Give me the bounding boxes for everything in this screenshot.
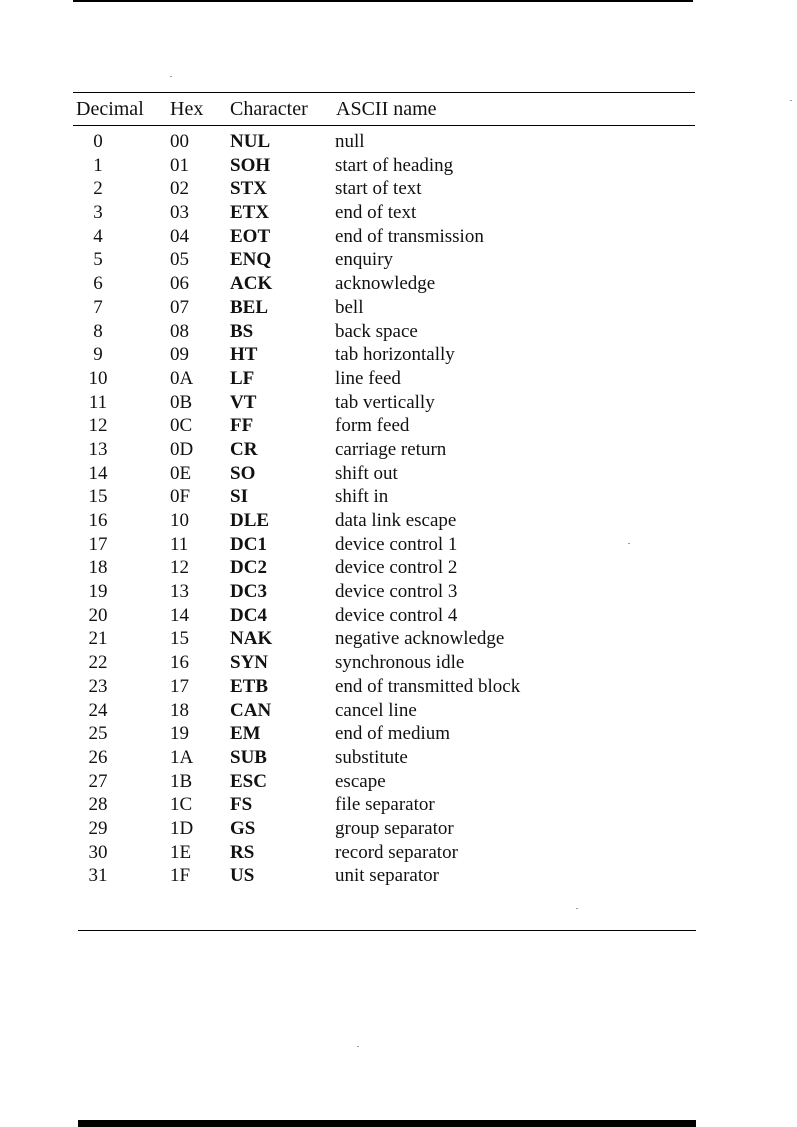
table-row xyxy=(0,296,797,320)
cell-decimal: 24 xyxy=(88,699,108,721)
cell-hex: 1A xyxy=(170,746,194,768)
cell-ascii-name: device control 3 xyxy=(335,581,458,603)
cell-ascii-name: end of transmitted block xyxy=(335,675,521,697)
cell-hex: 00 xyxy=(170,131,189,152)
header-character: Character xyxy=(230,98,308,120)
cell-character: BS xyxy=(230,320,254,342)
cell-hex: 12 xyxy=(170,557,189,579)
cell-hex: 11 xyxy=(170,533,189,555)
cell-ascii-name: synchronous idle xyxy=(335,652,465,674)
table-row xyxy=(0,675,797,699)
header-bottom-rule xyxy=(73,125,695,126)
table-row xyxy=(0,485,797,509)
cell-hex: 01 xyxy=(170,154,189,176)
cell-character: EOT xyxy=(230,225,271,247)
cell-hex: 18 xyxy=(170,699,189,721)
cell-decimal: 17 xyxy=(88,533,108,555)
cell-hex: 06 xyxy=(170,273,189,295)
cell-ascii-name: end of text xyxy=(335,202,417,224)
cell-character: CR xyxy=(230,438,258,460)
cell-character: VT xyxy=(230,391,257,413)
cell-character: DC2 xyxy=(230,557,267,579)
table-row xyxy=(0,817,797,841)
cell-character: SI xyxy=(230,486,248,508)
cell-hex: 05 xyxy=(170,249,189,271)
cell-character: FF xyxy=(230,415,254,437)
cell-ascii-name: shift out xyxy=(335,462,398,484)
cell-hex: 0C xyxy=(170,415,193,437)
table-row xyxy=(0,130,797,154)
cell-character: EM xyxy=(230,723,261,745)
table-row xyxy=(0,793,797,817)
cell-character: NUL xyxy=(230,131,271,152)
cell-hex: 1D xyxy=(170,817,194,839)
cell-hex: 1F xyxy=(170,865,191,887)
cell-ascii-name: tab vertically xyxy=(335,391,435,413)
cell-ascii-name: form feed xyxy=(335,415,410,437)
cell-character: SUB xyxy=(230,746,267,768)
top-rule xyxy=(73,0,693,2)
cell-hex: 14 xyxy=(170,604,189,626)
cell-character: BEL xyxy=(230,296,269,318)
scan-speck xyxy=(357,1046,359,1047)
cell-character: DC4 xyxy=(230,604,267,626)
cell-decimal: 18 xyxy=(88,557,108,579)
cell-decimal: 3 xyxy=(93,202,103,224)
cell-character: RS xyxy=(230,841,255,863)
cell-hex: 17 xyxy=(170,675,189,697)
cell-decimal: 27 xyxy=(88,770,108,792)
header-hex: Hex xyxy=(170,98,204,120)
cell-decimal: 20 xyxy=(88,604,108,626)
cell-hex: 10 xyxy=(170,510,189,531)
cell-decimal: 26 xyxy=(88,746,108,768)
cell-decimal: 2 xyxy=(93,178,103,200)
cell-hex: 19 xyxy=(170,723,189,745)
table-row xyxy=(0,533,797,557)
cell-character: DC1 xyxy=(230,533,267,555)
header-decimal: Decimal xyxy=(76,98,144,120)
cell-decimal: 25 xyxy=(88,723,108,745)
table-row xyxy=(0,604,797,628)
cell-character: LF xyxy=(230,367,255,389)
cell-ascii-name: back space xyxy=(335,320,418,342)
scan-speck xyxy=(576,908,578,909)
table-row xyxy=(0,438,797,462)
cell-hex: 0F xyxy=(170,486,191,508)
cell-hex: 15 xyxy=(170,628,189,650)
cell-ascii-name: device control 1 xyxy=(335,533,458,555)
table-row xyxy=(0,272,797,296)
cell-character: DC3 xyxy=(230,581,267,603)
cell-ascii-name: negative acknowledge xyxy=(335,628,505,650)
cell-character: GS xyxy=(230,817,256,839)
cell-hex: 16 xyxy=(170,652,189,674)
cell-character: SO xyxy=(230,462,256,484)
cell-hex: 1C xyxy=(170,794,193,816)
cell-decimal: 19 xyxy=(88,581,108,603)
cell-hex: 02 xyxy=(170,178,189,200)
cell-ascii-name: carriage return xyxy=(335,438,447,460)
cell-ascii-name: device control 2 xyxy=(335,557,458,579)
cell-ascii-name: line feed xyxy=(335,367,401,389)
cell-decimal: 12 xyxy=(88,415,108,437)
cell-ascii-name: start of heading xyxy=(335,154,454,176)
cell-character: CAN xyxy=(230,699,272,721)
table-row xyxy=(0,343,797,367)
table-row xyxy=(0,320,797,344)
cell-ascii-name: cancel line xyxy=(335,699,417,721)
cell-decimal: 14 xyxy=(88,462,108,484)
cell-decimal: 29 xyxy=(88,817,108,839)
cell-decimal: 30 xyxy=(88,841,108,863)
cell-decimal: 23 xyxy=(88,675,108,697)
cell-ascii-name: tab horizontally xyxy=(335,344,455,366)
cell-decimal: 9 xyxy=(93,344,103,366)
table-row xyxy=(0,367,797,391)
table-row xyxy=(0,627,797,651)
cell-character: NAK xyxy=(230,628,273,650)
cell-decimal: 0 xyxy=(93,131,103,152)
table-row xyxy=(0,651,797,675)
table-row xyxy=(0,414,797,438)
cell-ascii-name: file separator xyxy=(335,794,435,816)
cell-decimal: 6 xyxy=(93,273,103,295)
table-row xyxy=(0,248,797,272)
cell-decimal: 1 xyxy=(93,154,103,176)
cell-ascii-name: record separator xyxy=(335,841,458,863)
cell-decimal: 21 xyxy=(88,628,108,650)
cell-hex: 09 xyxy=(170,344,189,366)
cell-hex: 03 xyxy=(170,202,189,224)
cell-character: SYN xyxy=(230,652,269,674)
table-row xyxy=(0,864,797,888)
table-header xyxy=(0,96,797,122)
cell-ascii-name: end of medium xyxy=(335,723,451,745)
cell-character: HT xyxy=(230,344,258,366)
cell-ascii-name: start of text xyxy=(335,178,422,200)
table-body xyxy=(0,130,797,888)
table-row xyxy=(0,462,797,486)
cell-character: ENQ xyxy=(230,249,272,271)
cell-character: ETX xyxy=(230,202,270,224)
table-row xyxy=(0,509,797,533)
cell-hex: 08 xyxy=(170,320,189,342)
cell-character: ETB xyxy=(230,675,269,697)
cell-character: ESC xyxy=(230,770,267,792)
cell-hex: 0E xyxy=(170,462,192,484)
cell-ascii-name: shift in xyxy=(335,486,389,508)
cell-hex: 13 xyxy=(170,581,189,603)
cell-decimal: 5 xyxy=(93,249,103,271)
table-row xyxy=(0,746,797,770)
cell-character: SOH xyxy=(230,154,271,176)
cell-ascii-name: bell xyxy=(335,296,364,318)
cell-hex: 0B xyxy=(170,391,193,413)
header-top-rule xyxy=(73,92,695,93)
cell-decimal: 22 xyxy=(88,652,108,674)
cell-hex: 0A xyxy=(170,367,194,389)
table-row xyxy=(0,770,797,794)
cell-character: DLE xyxy=(230,510,270,531)
cell-decimal: 8 xyxy=(93,320,103,342)
cell-decimal: 7 xyxy=(93,296,103,318)
table-row xyxy=(0,580,797,604)
cell-ascii-name: escape xyxy=(335,770,386,792)
cell-ascii-name: end of transmission xyxy=(335,225,484,247)
cell-decimal: 28 xyxy=(88,794,108,816)
cell-hex: 1B xyxy=(170,770,193,792)
table-row xyxy=(0,722,797,746)
scan-speck xyxy=(170,76,172,77)
table-row xyxy=(0,556,797,580)
table-row xyxy=(0,177,797,201)
cell-ascii-name: enquiry xyxy=(335,249,394,271)
cell-decimal: 31 xyxy=(88,865,108,887)
cell-decimal: 16 xyxy=(88,510,108,531)
cell-hex: 04 xyxy=(170,225,189,247)
cell-ascii-name: unit separator xyxy=(335,865,439,887)
cell-decimal: 15 xyxy=(88,486,108,508)
table-bottom-rule xyxy=(78,930,696,931)
footer-bar xyxy=(78,1120,696,1127)
cell-decimal: 10 xyxy=(88,367,108,389)
cell-character: FS xyxy=(230,794,253,816)
cell-ascii-name: data link escape xyxy=(335,510,457,531)
cell-character: US xyxy=(230,865,255,887)
header-ascii-name: ASCII name xyxy=(336,98,437,120)
cell-hex: 07 xyxy=(170,296,189,318)
cell-ascii-name: acknowledge xyxy=(335,273,436,295)
table-row xyxy=(0,699,797,723)
cell-ascii-name: group separator xyxy=(335,817,454,839)
cell-decimal: 13 xyxy=(88,438,108,460)
cell-decimal: 11 xyxy=(88,391,108,413)
cell-ascii-name: null xyxy=(335,131,365,152)
cell-ascii-name: substitute xyxy=(335,746,408,768)
cell-character: ACK xyxy=(230,273,273,295)
table-row xyxy=(0,225,797,249)
cell-ascii-name: device control 4 xyxy=(335,604,458,626)
cell-hex: 0D xyxy=(170,438,194,460)
table-row xyxy=(0,391,797,415)
table-row xyxy=(0,154,797,178)
cell-hex: 1E xyxy=(170,841,192,863)
cell-decimal: 4 xyxy=(93,225,103,247)
table-row xyxy=(0,841,797,865)
table-row xyxy=(0,201,797,225)
cell-character: STX xyxy=(230,178,267,200)
